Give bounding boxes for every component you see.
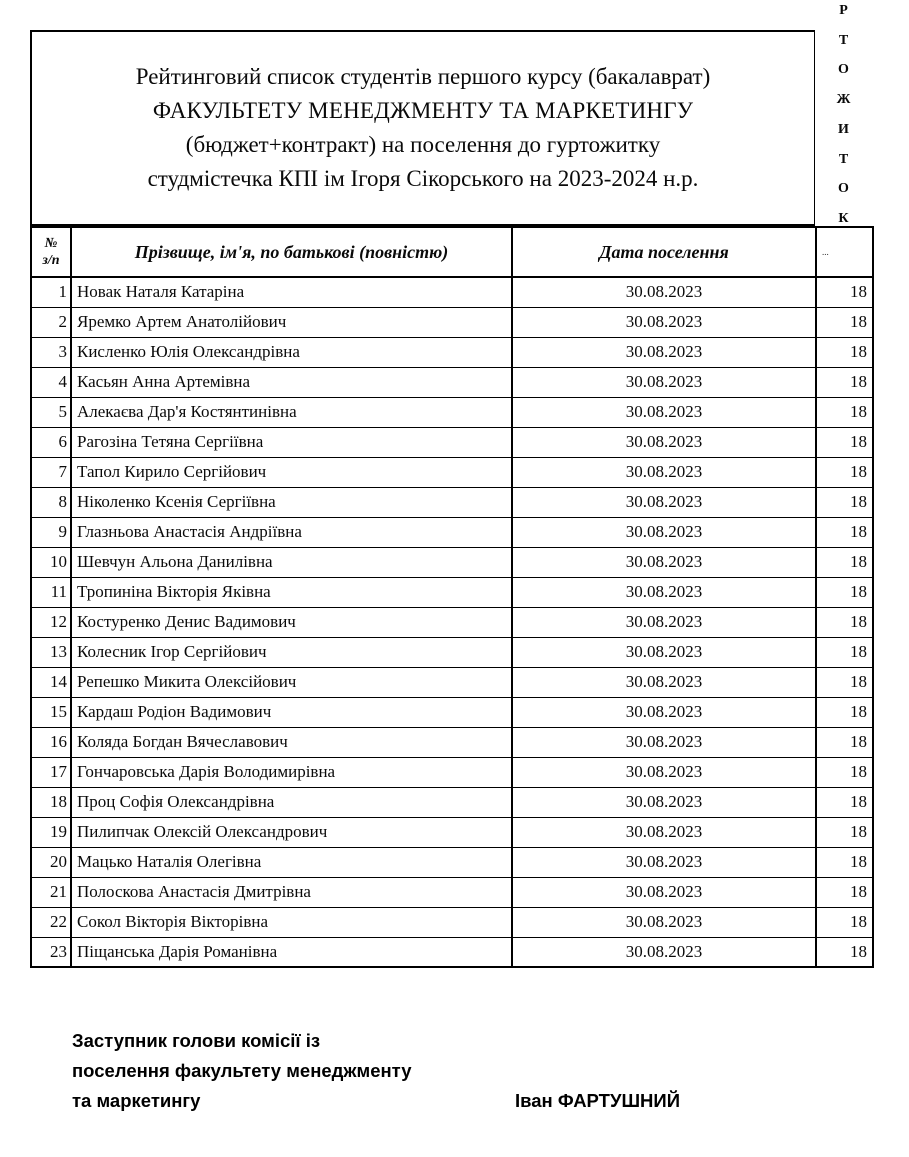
row-number: 12 bbox=[31, 607, 71, 637]
table-row bbox=[31, 517, 873, 547]
table-row bbox=[31, 817, 873, 847]
column-header-number-line1: № bbox=[44, 236, 58, 251]
row-student-name: Пилипчак Олексій Олександрович bbox=[71, 817, 512, 847]
row-student-name: Колесник Ігор Сергійович bbox=[71, 637, 512, 667]
column-header-hostel: ... bbox=[816, 227, 873, 277]
hostel-vertical-char: Р bbox=[839, 3, 848, 18]
row-settlement-date: 30.08.2023 bbox=[512, 487, 816, 517]
row-hostel-number: 18 bbox=[816, 517, 873, 547]
row-student-name: Коляда Богдан Вячеславович bbox=[71, 727, 512, 757]
row-hostel-number: 18 bbox=[816, 937, 873, 967]
row-hostel-number: 18 bbox=[816, 727, 873, 757]
row-student-name: Рагозіна Тетяна Сергіївна bbox=[71, 427, 512, 457]
row-hostel-number: 18 bbox=[816, 787, 873, 817]
table-body bbox=[31, 277, 873, 967]
table-row bbox=[31, 847, 873, 877]
row-number: 4 bbox=[31, 367, 71, 397]
row-hostel-number: 18 bbox=[816, 397, 873, 427]
row-settlement-date: 30.08.2023 bbox=[512, 427, 816, 457]
row-settlement-date: 30.08.2023 bbox=[512, 607, 816, 637]
row-hostel-number: 18 bbox=[816, 577, 873, 607]
row-settlement-date: 30.08.2023 bbox=[512, 757, 816, 787]
hostel-vertical-char: И bbox=[838, 121, 849, 137]
column-header-number bbox=[31, 227, 71, 277]
row-student-name: Мацько Наталія Олегівна bbox=[71, 847, 512, 877]
row-settlement-date: 30.08.2023 bbox=[512, 307, 816, 337]
row-number: 15 bbox=[31, 697, 71, 727]
row-hostel-number: 18 bbox=[816, 907, 873, 937]
signature-role-line-2: поселення факультету менеджменту bbox=[72, 1060, 412, 1081]
table-row bbox=[31, 667, 873, 697]
row-number: 14 bbox=[31, 667, 71, 697]
row-student-name: Алекаєва Дар'я Костянтинівна bbox=[71, 397, 512, 427]
row-student-name: Кисленко Юлія Олександрівна bbox=[71, 337, 512, 367]
row-hostel-number: 18 bbox=[816, 847, 873, 877]
hostel-vertical-char: Т bbox=[838, 32, 849, 48]
row-student-name: Репешко Микита Олексійович bbox=[71, 667, 512, 697]
signature-last-line bbox=[72, 1086, 872, 1116]
signature-role-line-3: та маркетингу bbox=[72, 1090, 201, 1111]
student-roster-table bbox=[30, 226, 874, 968]
row-settlement-date: 30.08.2023 bbox=[512, 637, 816, 667]
row-number: 6 bbox=[31, 427, 71, 457]
row-student-name: Глазньова Анастасія Андріївна bbox=[71, 517, 512, 547]
row-student-name: Яремко Артем Анатолійович bbox=[71, 307, 512, 337]
row-number: 5 bbox=[31, 397, 71, 427]
table-row bbox=[31, 547, 873, 577]
row-hostel-number: 18 bbox=[816, 607, 873, 637]
row-settlement-date: 30.08.2023 bbox=[512, 817, 816, 847]
row-student-name: Костуренко Денис Вадимович bbox=[71, 607, 512, 637]
table-row bbox=[31, 367, 873, 397]
title-line-3: (бюджет+контракт) на поселення до гуртожитку bbox=[185, 132, 661, 157]
title-line-1: Рейтинговий список студентів першого курсу (бакалаврат) bbox=[135, 64, 711, 89]
table-row bbox=[31, 697, 873, 727]
table-row bbox=[31, 637, 873, 667]
row-student-name: Гончаровська Дарія Володимирівна bbox=[71, 757, 512, 787]
hostel-vertical-char: О bbox=[838, 62, 849, 78]
row-number: 10 bbox=[31, 547, 71, 577]
row-settlement-date: 30.08.2023 bbox=[512, 697, 816, 727]
row-hostel-number: 18 bbox=[816, 547, 873, 577]
row-student-name: Проц Софія Олександрівна bbox=[71, 787, 512, 817]
row-student-name: Піщанська Дарія Романівна bbox=[71, 937, 512, 967]
row-student-name: Касьян Анна Артемівна bbox=[71, 367, 512, 397]
column-header-number-line2: з/п bbox=[42, 253, 60, 268]
row-number: 9 bbox=[31, 517, 71, 547]
table-row bbox=[31, 757, 873, 787]
table-row bbox=[31, 787, 873, 817]
row-number: 16 bbox=[31, 727, 71, 757]
column-header-fullname: Прізвище, ім'я, по батькові (повністю) bbox=[71, 227, 512, 277]
row-student-name: Новак Наталя Катаріна bbox=[71, 277, 512, 307]
column-header-date: Дата поселення bbox=[512, 227, 816, 277]
row-hostel-number: 18 bbox=[816, 487, 873, 517]
row-hostel-number: 18 bbox=[816, 307, 873, 337]
row-settlement-date: 30.08.2023 bbox=[512, 397, 816, 427]
table-row bbox=[31, 577, 873, 607]
row-student-name: Тапол Кирило Сергійович bbox=[71, 457, 512, 487]
title-line-4: студмістечка КПІ ім Ігоря Сікорського на 2023-2024 н.р. bbox=[147, 166, 699, 191]
table-row bbox=[31, 307, 873, 337]
table-row bbox=[31, 877, 873, 907]
row-number: 11 bbox=[31, 577, 71, 607]
table-row bbox=[31, 457, 873, 487]
row-hostel-number: 18 bbox=[816, 877, 873, 907]
table-row bbox=[31, 727, 873, 757]
table-row bbox=[31, 337, 873, 367]
row-settlement-date: 30.08.2023 bbox=[512, 937, 816, 967]
row-hostel-number: 18 bbox=[816, 277, 873, 307]
hostel-vertical-char: О bbox=[838, 181, 849, 197]
signature-person-name: Іван ФАРТУШНИЙ bbox=[515, 1090, 681, 1111]
row-number: 13 bbox=[31, 637, 71, 667]
row-number: 2 bbox=[31, 307, 71, 337]
row-number: 18 bbox=[31, 787, 71, 817]
row-settlement-date: 30.08.2023 bbox=[512, 517, 816, 547]
row-hostel-number: 18 bbox=[816, 667, 873, 697]
table-row bbox=[31, 427, 873, 457]
title-line-2: ФАКУЛЬТЕТУ МЕНЕДЖМЕНТУ ТА МАРКЕТИНГУ bbox=[152, 98, 694, 123]
row-number: 19 bbox=[31, 817, 71, 847]
table-row bbox=[31, 487, 873, 517]
signature-block bbox=[72, 1026, 872, 1116]
table-row bbox=[31, 907, 873, 937]
row-settlement-date: 30.08.2023 bbox=[512, 367, 816, 397]
row-settlement-date: 30.08.2023 bbox=[512, 337, 816, 367]
hostel-vertical-char: Т bbox=[838, 151, 849, 167]
row-student-name: Полоскова Анастасія Дмитрівна bbox=[71, 877, 512, 907]
row-student-name: Сокол Вікторія Вікторівна bbox=[71, 907, 512, 937]
row-hostel-number: 18 bbox=[816, 817, 873, 847]
row-hostel-number: 18 bbox=[816, 457, 873, 487]
table-row bbox=[31, 397, 873, 427]
row-number: 23 bbox=[31, 937, 71, 967]
document-title-box bbox=[30, 30, 815, 226]
row-number: 8 bbox=[31, 487, 71, 517]
row-hostel-number: 18 bbox=[816, 337, 873, 367]
row-number: 1 bbox=[31, 277, 71, 307]
row-hostel-number: 18 bbox=[816, 367, 873, 397]
row-number: 3 bbox=[31, 337, 71, 367]
row-settlement-date: 30.08.2023 bbox=[512, 847, 816, 877]
table-row bbox=[31, 277, 873, 307]
row-settlement-date: 30.08.2023 bbox=[512, 457, 816, 487]
row-hostel-number: 18 bbox=[816, 427, 873, 457]
row-settlement-date: 30.08.2023 bbox=[512, 547, 816, 577]
row-hostel-number: 18 bbox=[816, 757, 873, 787]
row-number: 21 bbox=[31, 877, 71, 907]
row-number: 22 bbox=[31, 907, 71, 937]
row-settlement-date: 30.08.2023 bbox=[512, 877, 816, 907]
table-row bbox=[31, 937, 873, 967]
row-number: 20 bbox=[31, 847, 71, 877]
row-number: 7 bbox=[31, 457, 71, 487]
row-student-name: Тропиніна Вікторія Яківна bbox=[71, 577, 512, 607]
row-settlement-date: 30.08.2023 bbox=[512, 787, 816, 817]
hostel-vertical-char: Ж bbox=[836, 92, 851, 108]
table-row bbox=[31, 607, 873, 637]
row-settlement-date: 30.08.2023 bbox=[512, 577, 816, 607]
row-student-name: Кардаш Родіон Вадимович bbox=[71, 697, 512, 727]
row-settlement-date: 30.08.2023 bbox=[512, 907, 816, 937]
table-header-row bbox=[31, 227, 873, 277]
row-hostel-number: 18 bbox=[816, 697, 873, 727]
row-student-name: Ніколенко Ксенія Сергіївна bbox=[71, 487, 512, 517]
row-settlement-date: 30.08.2023 bbox=[512, 727, 816, 757]
row-number: 17 bbox=[31, 757, 71, 787]
hostel-vertical-label bbox=[815, 0, 872, 226]
row-hostel-number: 18 bbox=[816, 637, 873, 667]
row-settlement-date: 30.08.2023 bbox=[512, 667, 816, 697]
hostel-vertical-char: К bbox=[838, 210, 849, 226]
signature-role-line-1: Заступник голови комісії із bbox=[72, 1030, 321, 1051]
row-student-name: Шевчун Альона Данилівна bbox=[71, 547, 512, 577]
row-settlement-date: 30.08.2023 bbox=[512, 277, 816, 307]
